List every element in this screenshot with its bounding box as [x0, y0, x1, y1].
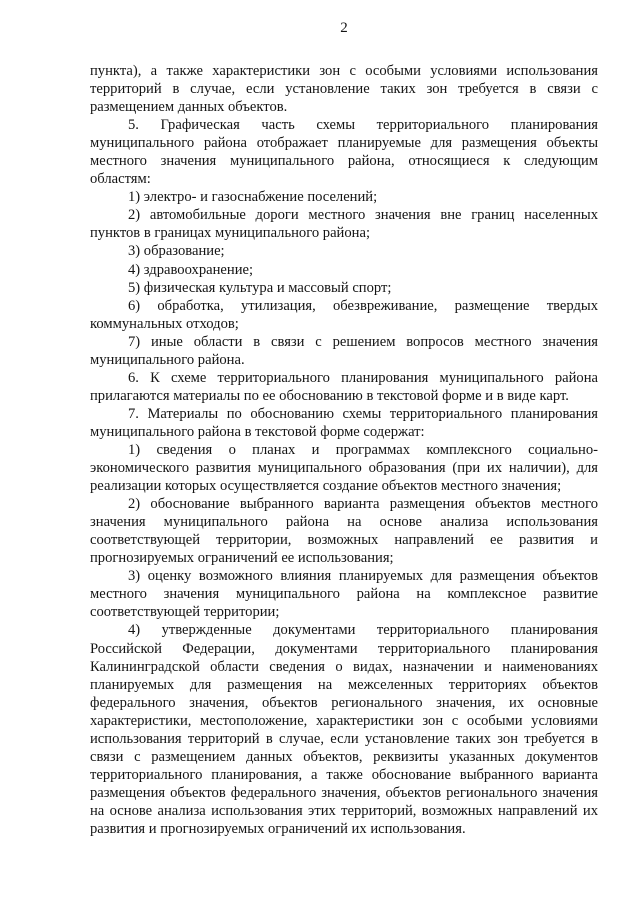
list-item: 6) обработка, утилизация, обезвреживание, размещение твердых коммунальных отходов;: [90, 297, 598, 332]
document-body: [90, 62, 598, 838]
list-item: 1) электро- и газоснабжение поселений;: [128, 189, 378, 206]
list-item: 5) физическая культура и массовый спорт;: [128, 279, 392, 296]
list-item: 2) обоснование выбранного варианта размещения объектов местного значения муниципального района на основе анализа использования соответствующей территории, возможных направлений ее развития и прогнозируемых ограничений ее использования;: [90, 496, 598, 567]
document-page: [90, 0, 598, 905]
list-item: 4) здравоохранение;: [128, 261, 254, 278]
list-item: 3) оценку возможного влияния планируемых для размещения объектов местного значения муниципального района на комплексное развитие соответствующей территории;: [90, 568, 598, 621]
list-item: 2) автомобильные дороги местного значения вне границ населенных пунктов в границах муниципального района;: [90, 207, 598, 242]
paragraph-continuation: пункта), а также характеристики зон с особыми условиями использования территорий в случае, если установление таких зон требуется в связи с размещением данных объектов.: [90, 63, 598, 116]
list-item: 4) утвержденные документами территориального планирования Российской Федерации, документами территориального планирования Калининградской области сведения о видах, назначении и наименованиях планируемых для размещения на межселенных территориях объектов федерального значения, объектов регионального значения, их основные характеристики, местоположение, характеристики зон с особыми условиями использования территорий в случае, если установление таких зон требуется в связи с размещением данных объектов, реквизиты указанных документов территориального планирования, а также обоснование выбранного варианта размещения объектов федерального значения, объектов регионального значения на основе анализа использования этих территорий, возможных направлений их развития и прогнозируемых ограничений их использования.: [90, 622, 598, 837]
paragraph-item-6: 6. К схеме территориального планирования муниципального района прилагаются материалы по ее обоснованию в текстовой форме и в виде карт.: [90, 369, 598, 404]
list-item: 1) сведения о планах и программах комплексного социально-экономического развития муниципального образования (при их наличии), для реализации которых осуществляется создание объектов местного значения;: [90, 441, 598, 495]
list-item: 3) образование;: [128, 243, 225, 260]
paragraph-item-7: 7. Материалы по обоснованию схемы территориального планирования муниципального района в текстовой форме содержат:: [90, 405, 598, 440]
list-item: 7) иные области в связи с решением вопросов местного значения муниципального района.: [90, 333, 598, 368]
paragraph-item-5: 5. Графическая часть схемы территориального планирования муниципального района отображает планируемые для размещения объекты местного значения муниципального района, относящиеся к следующим областям:: [90, 117, 598, 188]
page-number: 2: [340, 20, 348, 36]
